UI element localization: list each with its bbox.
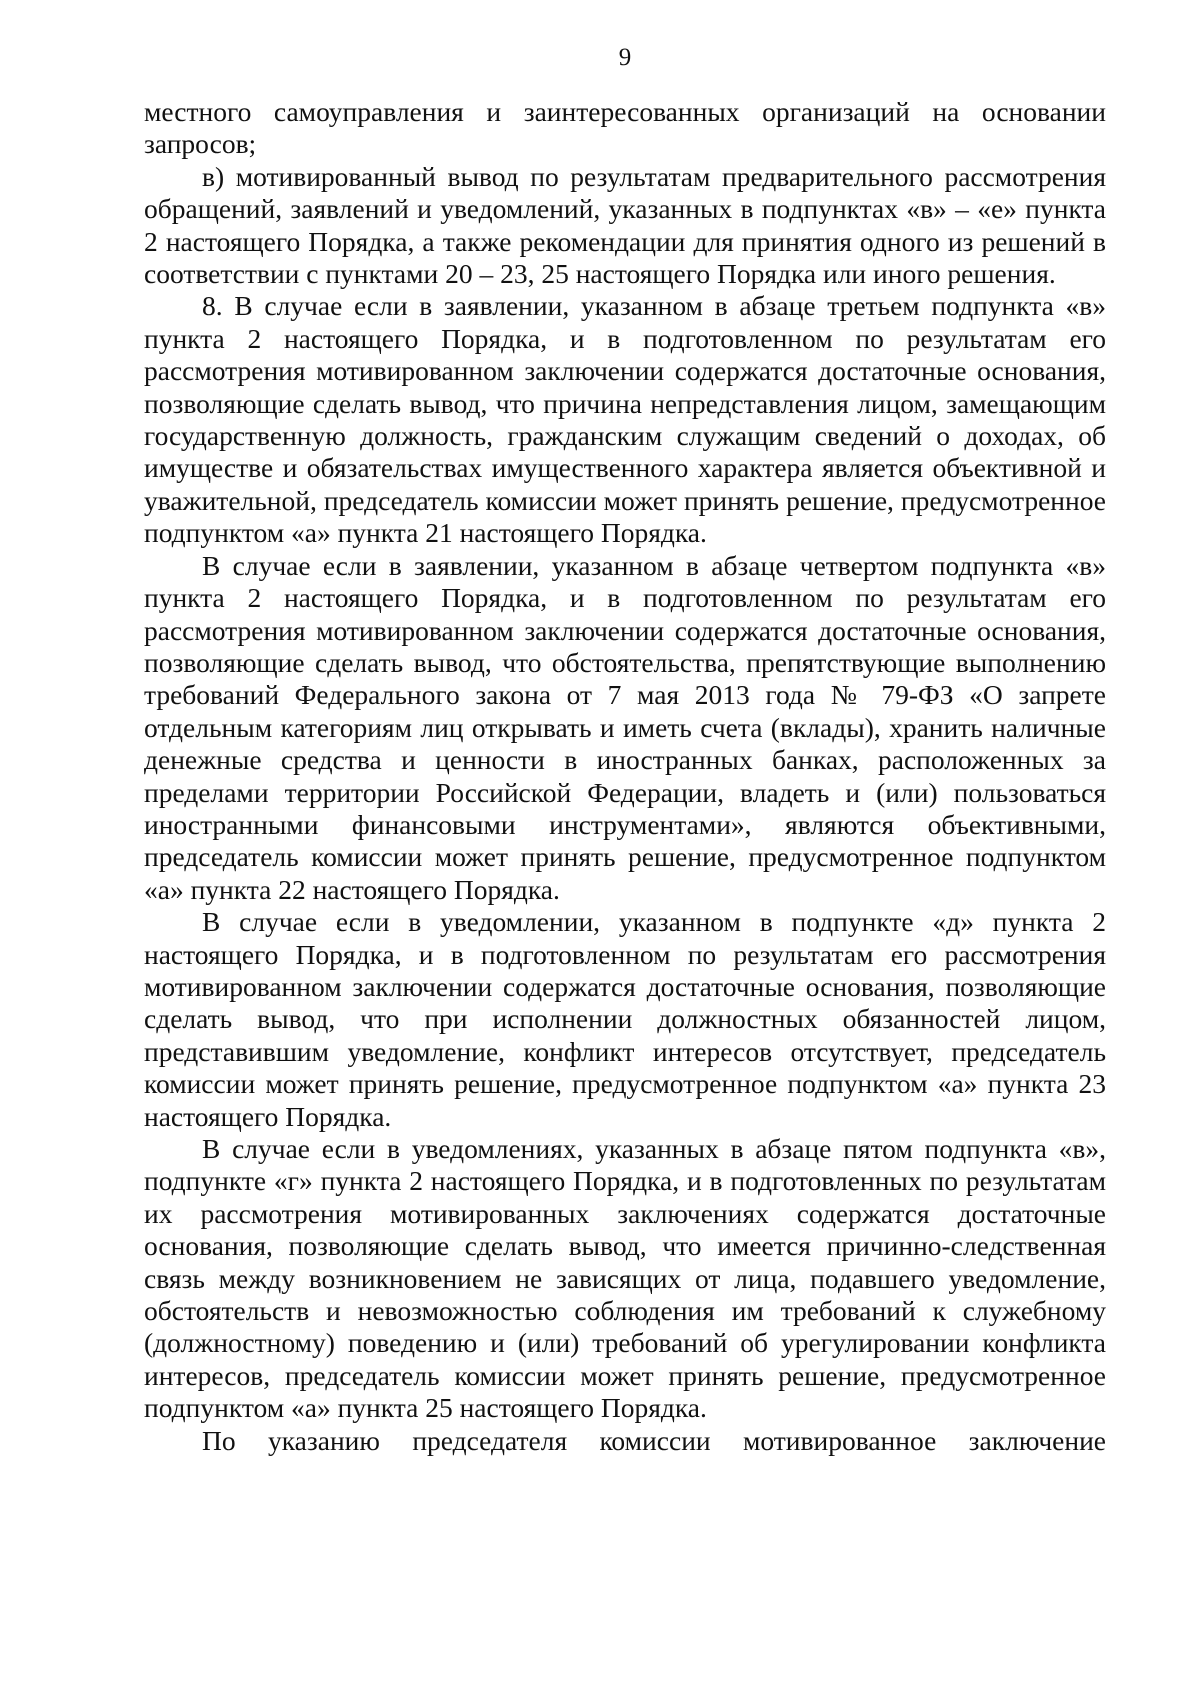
paragraph-case-fz79: В случае если в заявлении, указанном в абзаце четвертом подпункта «в» пункта 2 настоящего Порядка, и в подготовленном по результатам его рассмотрения мотивированном заключении содержатся достаточные основания, позволяющие сделать вывод, что обстоятельства, препятствующие выполнению требований Федерального закона от 7 мая 2013 года № 79-ФЗ «О запрете отдельным категориям лиц открывать и иметь счета (вклады), хранить наличные денежные средства и ценности в иностранных банках, расположенных за пределами территории Российской Федерации, владеть и (или) пользоваться иностранными финансовыми инструментами», являются объективными, председатель комиссии может принять решение, предусмотренное подпунктом «а» пункта 22 настоящего Порядка. — [144, 549, 1106, 905]
paragraph-continuation: местного самоуправления и заинтересованных организаций на основании запросов; — [144, 96, 1106, 160]
paragraph-subitem-v: в) мотивированный вывод по результатам предварительного рассмотрения обращений, заявлений и уведомлений, указанных в подпунктах «в» – «е» пункта 2 настоящего Порядка, а также рекомендации для принятия одного из решений в соответствии с пунктами 20 – 23, 25 настоящего Порядка или иного решения. — [144, 160, 1106, 290]
paragraph-item-8: 8. В случае если в заявлении, указанном в абзаце третьем подпункта «в» пункта 2 настоящего Порядка, и в подготовленном по результатам его рассмотрения мотивированном заключении содержатся достаточные основания, позволяющие сделать вывод, что причина непредставления лицом, замещающим государственную должность, гражданским служащим сведений о доходах, об имуществе и обязательствах имущественного характера является объективной и уважительной, председатель комиссии может принять решение, предусмотренное подпунктом «а» пункта 21 настоящего Порядка. — [144, 290, 1106, 549]
paragraph-case-conflict: В случае если в уведомлении, указанном в подпункте «д» пункта 2 настоящего Порядка, и в подготовленном по результатам его рассмотрения мотивированном заключении содержатся достаточные основания, позволяющие сделать вывод, что при исполнении должностных обязанностей лицом, представившим уведомление, конфликт интересов отсутствует, председатель комиссии может принять решение, предусмотренное подпунктом «а» пункта 23 настоящего Порядка. — [144, 906, 1106, 1132]
page-number: 9 — [618, 44, 632, 71]
document-body — [144, 96, 1106, 1457]
paragraph-case-causal: В случае если в уведомлениях, указанных в абзаце пятом подпункта «в», подпункте «г» пункта 2 настоящего Порядка, и в подготовленных по результатам их рассмотрения мотивированных заключениях содержатся достаточные основания, позволяющие сделать вывод, что имеется причинно-следственная связь между возникновением не зависящих от лица, подавшего уведомление, обстоятельств и невозможностью соблюдения им требований к служебному (должностному) поведению и (или) требований об урегулировании конфликта интересов, председатель комиссии может принять решение, предусмотренное подпунктом «а» пункта 25 настоящего Порядка. — [144, 1133, 1106, 1424]
paragraph-chairman-instruction: По указанию председателя комиссии мотивированное заключение — [202, 1424, 1106, 1456]
